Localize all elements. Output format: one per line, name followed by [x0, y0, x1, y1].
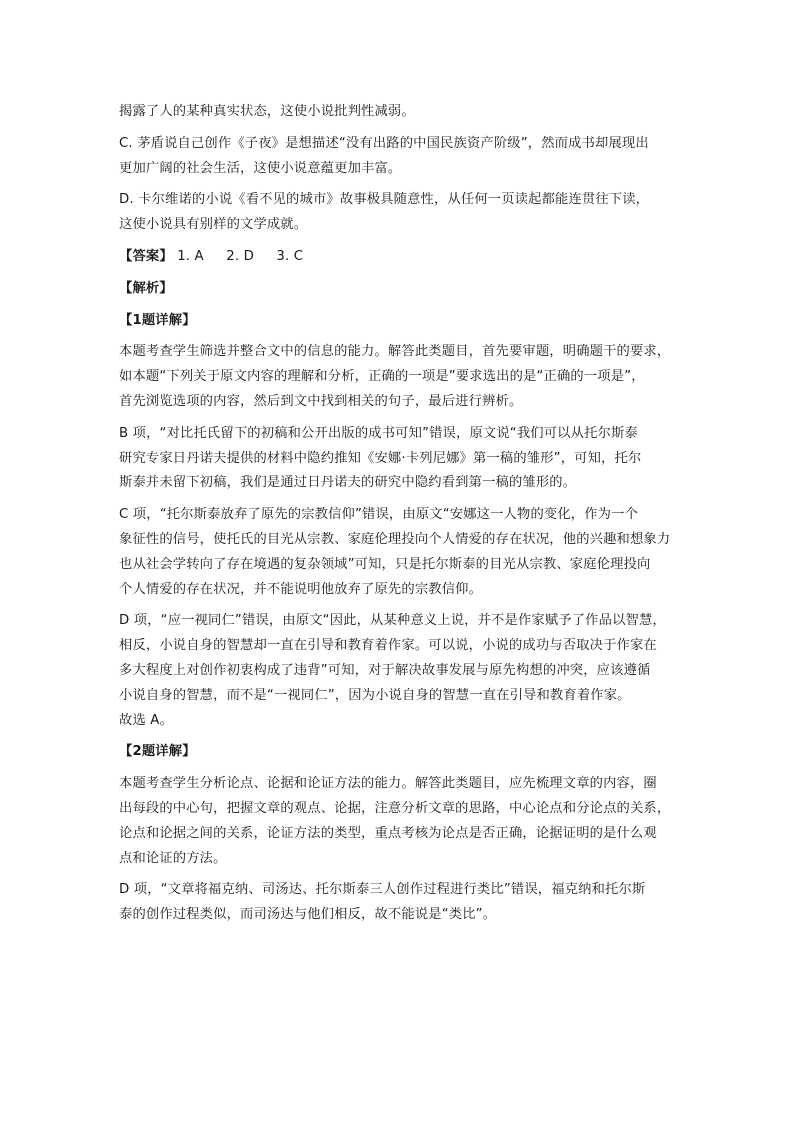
text-line: 也从社会学转向了存在境遇的复杂领域”可知，只是托尔斯泰的目光从宗教、家庭伦理投向	[119, 556, 651, 572]
q2-intro	[119, 772, 679, 871]
option-d	[119, 188, 679, 238]
q1-option-b	[119, 422, 679, 496]
text-line: 本题考查学生筛选并整合文中的信息的能力。解答此类题目，首先要审题，明确题干的要求，	[119, 344, 671, 360]
answer-line	[119, 245, 679, 270]
q1-title: 【1题详解】	[119, 312, 196, 328]
text-line: 更加广阔的社会生活，这使小说意蕴更加丰富。	[119, 160, 402, 176]
text-line: 斯泰并未留下初稿，我们是通过日丹诺夫的研究中隐约看到第一稿的雏形的。	[119, 475, 577, 491]
text-line: 本题考查学生分析论点、论据和论证方法的能力。解答此类题目，应先梳理文章的内容，圈	[119, 776, 657, 792]
text-line: 点和论证的方法。	[119, 850, 227, 866]
text-line: 研究专家日丹诺夫提供的材料中隐约推知《安娜·卡列尼娜》第一稿的雏形”，可知，托尔	[119, 450, 642, 466]
text-line: B 项，“对比托氏留下的初稿和公开出版的成书可知”错误，原文说“我们可以从托尔斯泰	[119, 425, 638, 441]
text-line: 揭露了人的某种真实状态，这使小说批判性减弱。	[119, 104, 415, 119]
text-line: 个人情爱的存在状况，并不能说明他放弃了原先的宗教信仰。	[119, 581, 483, 597]
q1-option-d	[119, 609, 679, 733]
option-a-continued	[119, 100, 679, 125]
text-line: 论点和论据之间的关系，论证方法的类型，重点考核为论点是否正确，论据证明的是什么观	[119, 825, 657, 841]
text-line: 如本题“下列关于原文内容的理解和分析，正确的一项是”要求选出的是“正确的一项是”，	[119, 369, 645, 385]
text-line: C. 茅盾说自己创作《子夜》是想描述“没有出路的中国民族资产阶级”，然而成书却展现出	[119, 135, 649, 151]
analysis-title: 【解析】	[119, 280, 173, 296]
q2-option-d	[119, 878, 679, 928]
text-line: D 项，“应一视同仁”错误，由原文“因此，从某种意义上说，并不是作家赋予了作品以智慧，	[119, 613, 666, 629]
text-line: D 项，“文章将福克纳、司汤达、托尔斯泰三人创作过程进行类比”错误，福克纳和托尔斯	[119, 882, 646, 898]
q1-option-c	[119, 503, 679, 602]
text-line: 多大程度上对创作初衷构成了违背”可知，对于解决故事发展与原先构想的冲突，应该遵循	[119, 662, 651, 678]
answer-tag: 【答案】	[119, 248, 173, 264]
answer-item: 1. A	[177, 248, 204, 264]
q1-intro	[119, 340, 679, 414]
text-line: 这使小说具有别样的文学成就。	[119, 217, 308, 233]
text-line: 泰的创作过程类似，而司汤达与他们相反，故不能说是“类比”。	[119, 907, 497, 923]
text-line: 小说自身的智慧，而不是“一视同仁”，因为小说自身的智慧一直在引导和教育着作家。	[119, 687, 631, 703]
text-line: C 项，“托尔斯泰放弃了原先的宗教信仰”错误，由原文“安娜这一人物的变化，作为一个	[119, 507, 639, 523]
text-line: 相反，小说自身的智慧却一直在引导和教育着作家。可以说，小说的成功与否取决于作家在	[119, 638, 657, 654]
text-line: 出每段的中心句，把握文章的观点、论据，注意分析文章的思路，中心论点和分论点的关系，	[119, 800, 671, 816]
text-line: 故选 A。	[119, 712, 173, 728]
document-body	[119, 100, 679, 928]
text-line: 象征性的信号，使托氏的目光从宗教、家庭伦理投向个人情爱的存在状况，他的兴趣和想象力	[119, 531, 671, 547]
q2-title: 【2题详解】	[119, 744, 196, 760]
text-line: 首先浏览选项的内容，然后到文中找到相关的句子，最后进行辨析。	[119, 393, 523, 409]
answer-item: 2. D	[226, 248, 254, 264]
text-line: D. 卡尔维诺的小说《看不见的城市》故事极具随意性，从任何一页读起都能连贯往下读，	[119, 192, 650, 208]
option-c	[119, 132, 679, 182]
answer-item: 3. C	[276, 248, 304, 264]
